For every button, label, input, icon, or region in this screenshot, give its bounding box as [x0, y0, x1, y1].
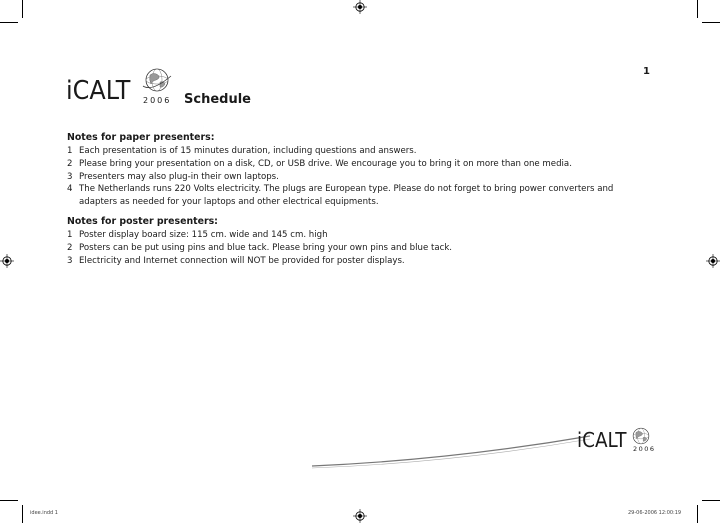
list-item-number: 3 — [67, 255, 73, 266]
footer-globe-icon — [630, 426, 652, 446]
crop-mark-top-left-v — [22, 0, 23, 18]
list-item-number: 1 — [67, 146, 73, 156]
registration-mark-top-icon — [353, 0, 367, 14]
registration-mark-right-icon — [706, 254, 720, 268]
page-number: 1 — [643, 66, 650, 77]
list-item-text: Presenters may also plug-in their own laptops. — [79, 171, 279, 182]
poster-presenters-notes — [67, 215, 667, 267]
crop-mark-top-right-v — [697, 0, 698, 18]
list-item-number: 3 — [67, 171, 73, 182]
list-item — [67, 242, 667, 255]
crop-mark-top-right-h — [702, 22, 720, 23]
list-item-number: 4 — [67, 184, 73, 195]
crop-mark-top-left-h — [0, 22, 18, 23]
print-slug-filename: idee.indd 1 — [30, 510, 58, 516]
poster-notes-heading: Notes for poster presenters: — [67, 216, 218, 227]
list-item — [67, 171, 667, 184]
list-item-number: 2 — [67, 158, 73, 169]
list-item-number: 2 — [67, 242, 73, 253]
list-item-text: The Netherlands runs 220 Volts electricity. The plugs are European type. Please do not forget to bring power converters and adapters as needed for your laptops and other electrical equipments. — [79, 184, 614, 208]
list-item — [67, 158, 667, 171]
footer-logo-wordmark: iCALT — [577, 428, 627, 452]
footer-logo-year: 2006 — [633, 445, 656, 453]
list-item-text: Poster display board size: 115 cm. wide and 145 cm. high — [79, 230, 328, 240]
paper-notes-heading: Notes for paper presenters: — [67, 132, 215, 143]
crop-mark-bottom-right-h — [702, 500, 720, 501]
list-item-number: 1 — [67, 230, 73, 240]
registration-mark-left-icon — [0, 254, 14, 268]
list-item — [67, 183, 667, 209]
crop-mark-bottom-left-h — [0, 500, 18, 501]
page-title: Schedule — [184, 92, 251, 107]
list-item — [67, 229, 667, 242]
list-item-text: Each presentation is of 15 minutes duration, including questions and answers. — [79, 146, 417, 156]
registration-mark-bottom-icon — [353, 509, 367, 523]
logo-wordmark: iCALT — [66, 76, 131, 106]
list-item-text: Please bring your presentation on a disk, CD, or USB drive. We encourage you to bring it on more than one media. — [79, 158, 572, 169]
list-item-text: Electricity and Internet connection will NOT be provided for poster displays. — [79, 255, 405, 266]
crop-mark-bottom-right-v — [697, 505, 698, 523]
print-slug-timestamp: 29-06-2006 12:00:19 — [628, 510, 682, 516]
list-item — [67, 255, 667, 268]
crop-mark-bottom-left-v — [22, 505, 23, 523]
globe-icon — [142, 66, 172, 94]
logo-year: 2006 — [143, 96, 172, 105]
footer-swoosh-line — [300, 430, 600, 475]
list-item-text: Posters can be put using pins and blue tack. Please bring your own pins and blue tack. — [79, 242, 453, 253]
list-item — [67, 145, 667, 158]
paper-presenters-notes — [67, 131, 667, 209]
